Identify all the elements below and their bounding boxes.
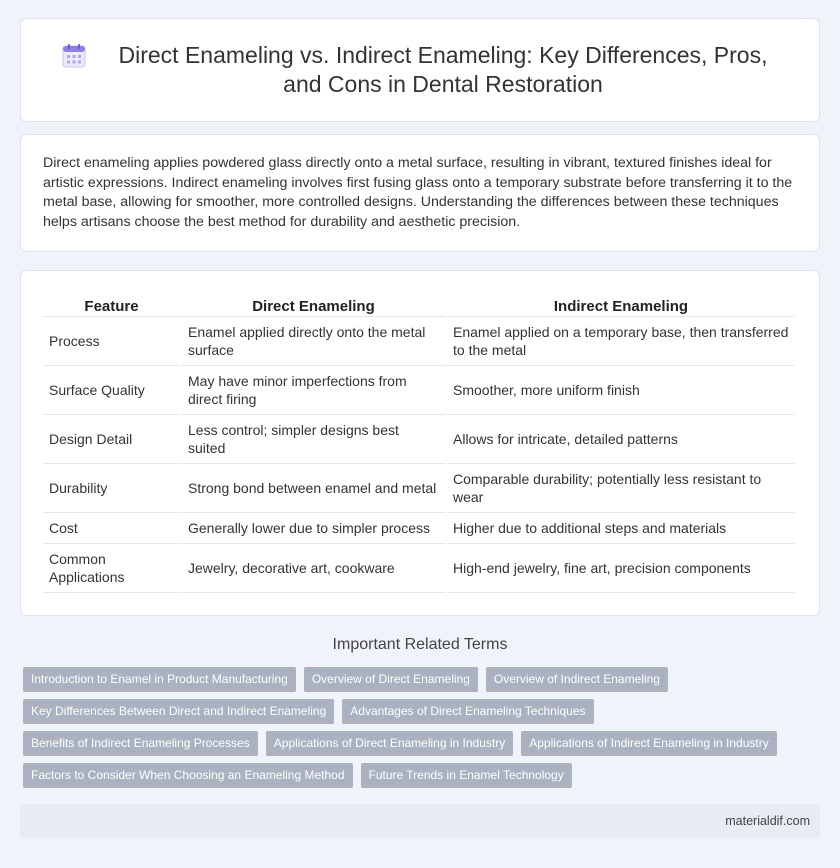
row-direct: Enamel applied directly onto the metal surface — [182, 317, 445, 366]
table-card — [20, 270, 820, 616]
table-row — [43, 366, 795, 415]
header-feature: Feature — [43, 295, 180, 317]
related-terms-title: Important Related Terms — [332, 636, 508, 653]
title-card — [20, 18, 820, 122]
related-term-tag[interactable]: Future Trends in Enamel Technology — [361, 763, 572, 788]
intro-card — [20, 134, 820, 252]
comparison-table — [41, 295, 797, 593]
related-term-tag[interactable]: Advantages of Direct Enameling Techniques — [342, 699, 593, 724]
row-indirect: High-end jewelry, fine art, precision components — [447, 544, 795, 593]
row-indirect: Comparable durability; potentially less resistant to wear — [447, 464, 795, 513]
row-indirect: Allows for intricate, detailed patterns — [447, 415, 795, 464]
page-title: Direct Enameling vs. Indirect Enameling: Key Differences, Pros, and Cons in Dental Restoration — [118, 42, 768, 97]
title-wrap — [21, 41, 819, 99]
table-row — [43, 513, 795, 544]
row-indirect: Higher due to additional steps and materials — [447, 513, 795, 544]
footer-site[interactable]: materialdif.com — [725, 814, 810, 828]
table-row — [43, 317, 795, 366]
row-indirect: Smoother, more uniform finish — [447, 366, 795, 415]
row-feature: Surface Quality — [43, 366, 180, 415]
row-direct: Generally lower due to simpler process — [182, 513, 445, 544]
header-direct: Direct Enameling — [182, 295, 445, 317]
related-term-tag[interactable]: Benefits of Indirect Enameling Processes — [23, 731, 258, 756]
related-term-tag[interactable]: Applications of Indirect Enameling in Industry — [521, 731, 776, 756]
table-header-row — [43, 295, 795, 317]
footer — [20, 804, 820, 838]
related-term-tag[interactable]: Overview of Direct Enameling — [304, 667, 478, 692]
row-direct: Jewelry, decorative art, cookware — [182, 544, 445, 593]
related-terms-section — [20, 636, 820, 795]
row-feature: Cost — [43, 513, 180, 544]
row-feature: Design Detail — [43, 415, 180, 464]
table-row — [43, 544, 795, 593]
related-term-tag[interactable]: Introduction to Enamel in Product Manufacturing — [23, 667, 296, 692]
calendar-icon — [61, 43, 87, 69]
row-direct: Strong bond between enamel and metal — [182, 464, 445, 513]
row-direct: Less control; simpler designs best suited — [182, 415, 445, 464]
related-term-tag[interactable]: Factors to Consider When Choosing an Enameling Method — [23, 763, 353, 788]
row-feature: Process — [43, 317, 180, 366]
related-term-tag[interactable]: Key Differences Between Direct and Indirect Enameling — [23, 699, 334, 724]
related-terms-tags — [20, 667, 820, 795]
row-direct: May have minor imperfections from direct firing — [182, 366, 445, 415]
intro-text: Direct enameling applies powdered glass directly onto a metal surface, resulting in vibrant, textured finishes ideal for artistic expressions. Indirect enameling involves first fusing glass onto a temporary substrate before transferring it to the metal base, allowing for smoother, more controlled designs. Understanding the differences between these techniques helps artisans choose the best method for durability and aesthetic precision. — [43, 155, 793, 230]
row-feature: Common Applications — [43, 544, 180, 593]
related-term-tag[interactable]: Overview of Indirect Enameling — [486, 667, 668, 692]
related-term-tag[interactable]: Applications of Direct Enameling in Industry — [266, 731, 513, 756]
header-indirect: Indirect Enameling — [447, 295, 795, 317]
table-row — [43, 464, 795, 513]
table-row — [43, 415, 795, 464]
row-feature: Durability — [43, 464, 180, 513]
row-indirect: Enamel applied on a temporary base, then transferred to the metal — [447, 317, 795, 366]
